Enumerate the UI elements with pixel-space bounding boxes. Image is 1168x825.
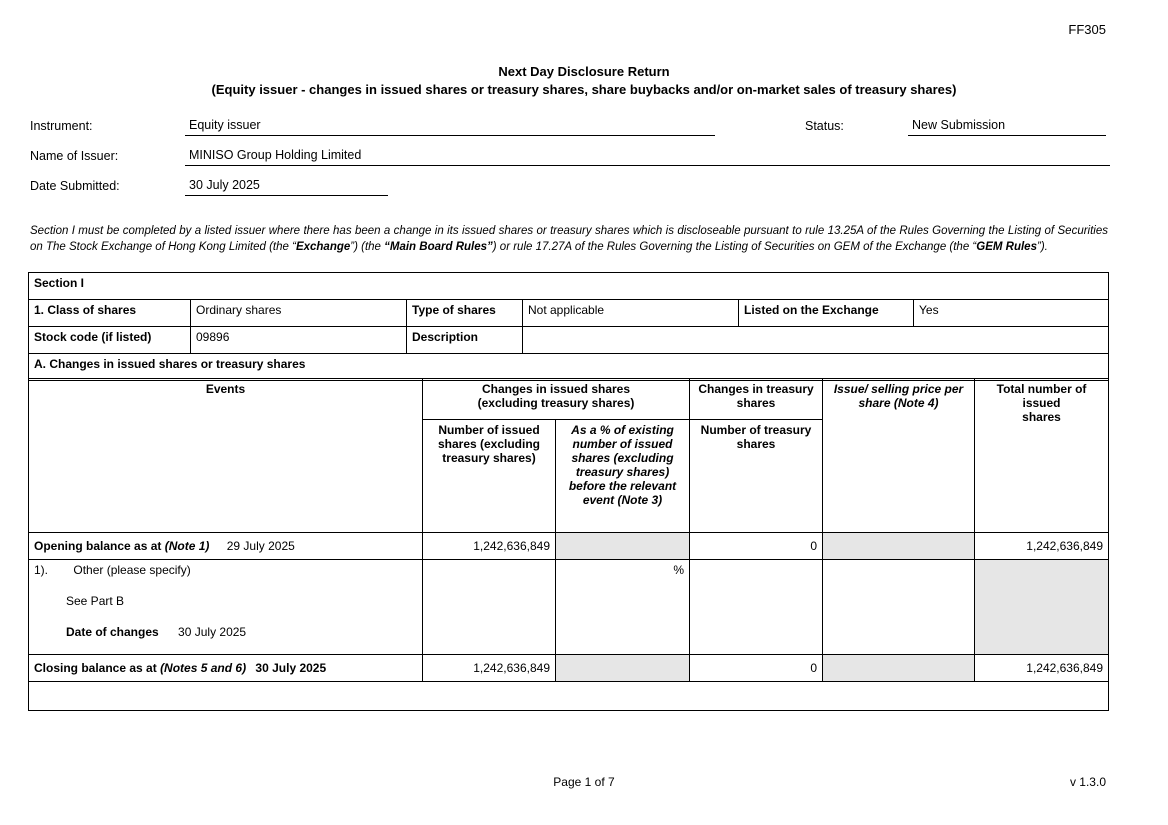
meta-section	[30, 116, 1140, 206]
issue-selling-price-header	[823, 379, 975, 533]
opening-price-cell	[823, 533, 975, 560]
status-value: New Submission	[908, 118, 1106, 136]
class-of-shares-value: Ordinary shares	[191, 300, 407, 327]
instrument-value: Equity issuer	[185, 118, 715, 136]
other-total-issued	[975, 560, 1109, 655]
other-number-treasury	[690, 560, 823, 655]
stock-code-value: 09896	[191, 327, 407, 354]
other-event-line-1	[34, 563, 417, 594]
meta-row-issuer	[30, 146, 1140, 176]
page-number: Page 1 of 7	[553, 775, 615, 789]
description-value	[523, 327, 1109, 354]
number-issued-shares-header: Number of issued shares (excluding treasury shares)	[423, 420, 556, 533]
date-of-changes-label: Date of changes	[66, 625, 159, 639]
changes-issued-shares-line1: Changes in issued shares	[481, 382, 631, 396]
instruction-bold-exchange: Exchange	[295, 240, 351, 253]
closing-price-cell	[823, 655, 975, 682]
other-event-cell	[29, 560, 423, 655]
events-header: Events	[29, 379, 423, 533]
section-i-table	[28, 272, 1109, 381]
instruction-bold-main-board-rules: “Main Board Rules”	[384, 240, 493, 253]
number-treasury-line2: shares	[736, 437, 776, 451]
closing-balance-label: Closing balance as at	[34, 661, 157, 675]
table-row-stock-code	[29, 327, 1109, 354]
opening-percent-cell	[556, 533, 690, 560]
type-of-shares-label: Type of shares	[407, 300, 523, 327]
changes-treasury-line1: Changes in treasury	[698, 382, 814, 396]
opening-balance-label: Opening balance as at	[34, 539, 162, 553]
opening-number-issued: 1,242,636,849	[423, 533, 556, 560]
instruction-part-2: ”) (the	[350, 240, 385, 253]
issuer-label: Name of Issuer:	[30, 149, 119, 163]
table-row-other-event	[29, 560, 1109, 655]
form-version: v 1.3.0	[1069, 775, 1106, 789]
date-submitted-value: 30 July 2025	[185, 178, 388, 196]
total-issued-line2: shares	[1022, 410, 1061, 424]
status-label: Status:	[805, 119, 844, 133]
meta-row-instrument	[30, 116, 1140, 146]
number-treasury-line1: Number of treasury	[700, 423, 812, 437]
table-row-opening-balance	[29, 533, 1109, 560]
table-row-class-of-shares	[29, 300, 1109, 327]
other-event-specify: See Part B	[66, 594, 125, 608]
section-heading: Section I	[29, 273, 1109, 300]
issuer-value: MINISO Group Holding Limited	[185, 148, 1110, 166]
percent-existing-shares-header: As a % of existing number of issued shares (excluding treasury shares) before the relevant event (Note 3)	[556, 420, 690, 533]
date-submitted-label: Date Submitted:	[30, 179, 120, 193]
changes-treasury-line2: shares	[736, 396, 776, 410]
part-a-heading: A. Changes in issued shares or treasury shares	[29, 354, 1109, 381]
table-row-spacer	[29, 682, 1109, 711]
instruction-bold-gem-rules: GEM Rules	[976, 240, 1037, 253]
opening-balance-label-cell	[29, 533, 423, 560]
other-number-issued	[423, 560, 556, 655]
table-row-part-a-heading	[29, 354, 1109, 381]
total-issued-line1: Total number of issued	[996, 382, 1087, 410]
closing-percent-cell	[556, 655, 690, 682]
closing-total-issued: 1,242,636,849	[975, 655, 1109, 682]
spacer-cell	[29, 682, 1109, 711]
closing-balance-date: 30 July 2025	[255, 661, 327, 675]
title-line-1: Next Day Disclosure Return	[498, 64, 670, 79]
opening-balance-note: (Note 1)	[164, 539, 210, 553]
other-price	[823, 560, 975, 655]
other-event-label: Other (please specify)	[73, 563, 191, 577]
number-treasury-shares-header	[690, 420, 823, 533]
listed-on-exchange-label: Listed on the Exchange	[739, 300, 914, 327]
changes-treasury-shares-header	[690, 379, 823, 420]
instruction-part-1: Section I must be completed by a listed issuer where there has been a change in its issued shares or treasury shares which is discloseable pursuant to rule 13.25A of the Rules Governing the Listing of Securities on The Stock Exchange of Hong Kong Limited (the “	[30, 225, 1108, 253]
description-label: Description	[407, 327, 523, 354]
class-of-shares-label: 1. Class of shares	[29, 300, 191, 327]
closing-balance-label-cell	[29, 655, 423, 682]
title-line-2: (Equity issuer - changes in issued shares or treasury shares, share buybacks and/or on-market sales of treasury shares)	[211, 82, 957, 97]
instrument-label: Instrument:	[30, 119, 93, 133]
table-row-closing-balance	[29, 655, 1109, 682]
document-title	[0, 63, 1168, 99]
form-code: FF305	[1068, 22, 1106, 37]
changes-issued-shares-header	[423, 379, 690, 420]
listed-on-exchange-value: Yes	[914, 300, 1109, 327]
stock-code-label: Stock code (if listed)	[29, 327, 191, 354]
other-event-date-line	[34, 625, 417, 640]
closing-number-issued: 1,242,636,849	[423, 655, 556, 682]
opening-balance-date: 29 July 2025	[226, 539, 295, 553]
changes-table-header-row-1	[29, 379, 1109, 420]
total-issued-shares-header	[975, 379, 1109, 533]
other-percent: %	[556, 560, 690, 655]
issue-price-line1: Issue/ selling price per	[833, 382, 964, 396]
instruction-part-3: ) or rule 17.27A of the Rules Governing the Listing of Securities on GEM of the Exchange (the “	[492, 240, 977, 253]
closing-balance-note: (Notes 5 and 6)	[160, 661, 247, 675]
changes-table	[28, 378, 1109, 711]
closing-number-treasury: 0	[690, 655, 823, 682]
changes-issued-shares-line2: (excluding treasury shares)	[477, 396, 635, 410]
table-row-section-heading	[29, 273, 1109, 300]
type-of-shares-value: Not applicable	[523, 300, 739, 327]
section-i-instruction	[30, 224, 1108, 255]
instruction-part-4: ”).	[1036, 240, 1048, 253]
meta-row-date	[30, 176, 1140, 206]
opening-total-issued: 1,242,636,849	[975, 533, 1109, 560]
opening-number-treasury: 0	[690, 533, 823, 560]
issue-price-line2: share (Note 4)	[858, 396, 939, 410]
other-event-index: 1).	[34, 563, 49, 577]
date-of-changes-value: 30 July 2025	[178, 625, 247, 639]
